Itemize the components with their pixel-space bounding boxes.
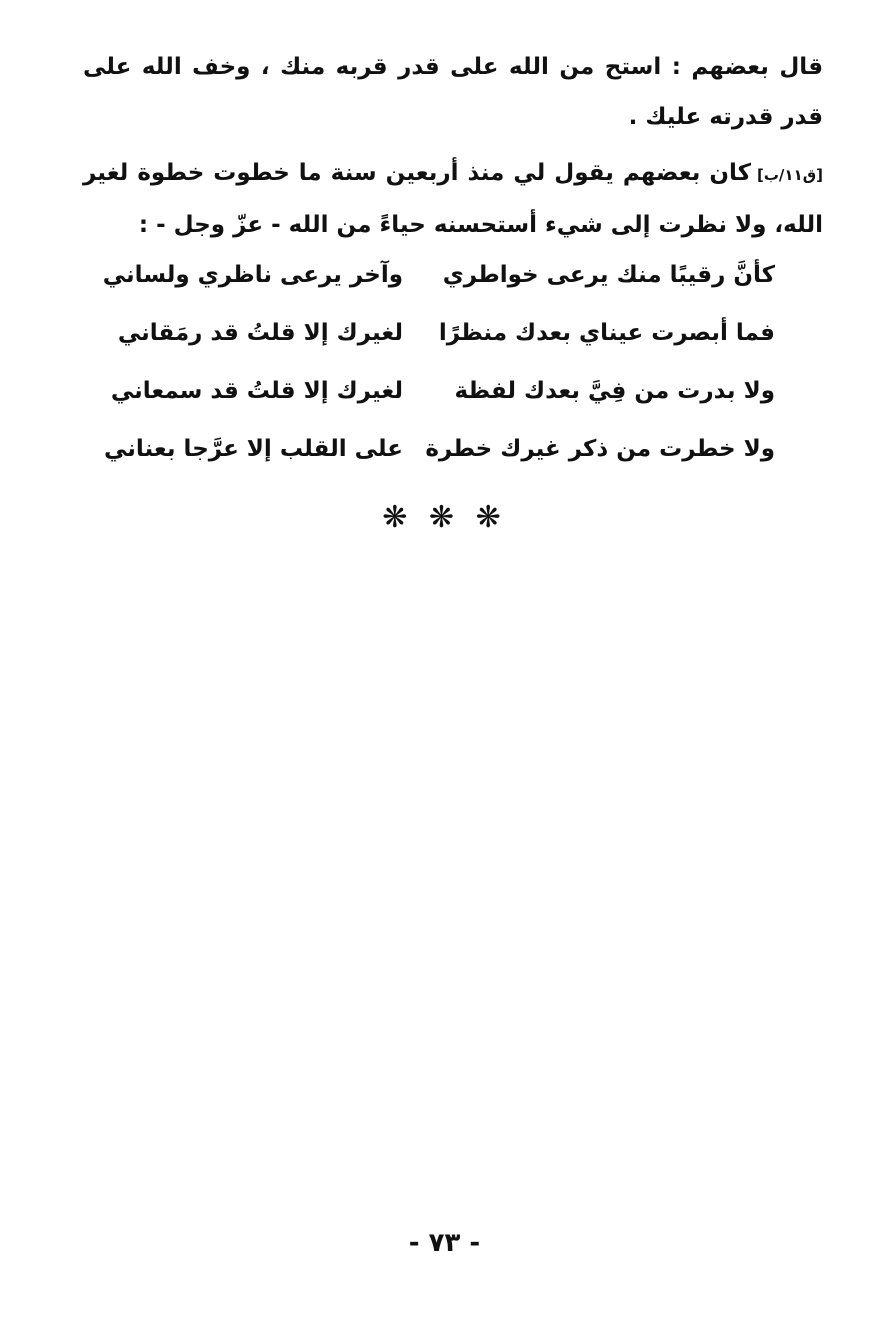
verse-first-hemistich: ولا خطرت من ذكر غيرك خطرة xyxy=(425,436,775,462)
paragraph-2 xyxy=(83,148,823,250)
paragraph-1-text: قال بعضهم : استح من الله على قدر قربه منك ، وخف الله على قدر قدرته عليك . xyxy=(83,54,823,130)
paragraph-1 xyxy=(83,42,823,142)
page-number: - ٧٣ - xyxy=(408,1228,481,1258)
verse-first-hemistich: كأنَّ رقيبًا منك يرعى خواطري xyxy=(442,262,775,288)
verse-second-hemistich: لغيرك إلا قلتُ قد رمَقاني xyxy=(117,320,403,346)
verse-line xyxy=(117,320,823,376)
section-separator-asterisks: ❋ ❋ ❋ xyxy=(382,500,507,535)
paragraph-2-text: كان بعضهم يقول لي منذ أربعين سنة ما خطوت خطوة لغير الله، ولا نظرت إلى شيء أستحسنه حياءً من الله - عزّ وجل - : xyxy=(83,160,823,238)
verse-first-hemistich: فما أبصرت عيناي بعدك منظرًا xyxy=(438,320,775,346)
verse-first-hemistich: ولا بدرت من فِيَّ بعدك لفظة xyxy=(454,378,775,404)
manuscript-folio-marker: [ق١١/ب] xyxy=(756,166,823,184)
verse-second-hemistich: على القلب إلا عرَّجا بعناني xyxy=(104,436,403,462)
verse-line xyxy=(104,436,823,492)
verse-second-hemistich: لغيرك إلا قلتُ قد سمعاني xyxy=(110,378,403,404)
verse-line xyxy=(110,378,823,434)
verse-line xyxy=(102,262,823,318)
verse-second-hemistich: وآخر يرعى ناظري ولساني xyxy=(102,262,403,288)
